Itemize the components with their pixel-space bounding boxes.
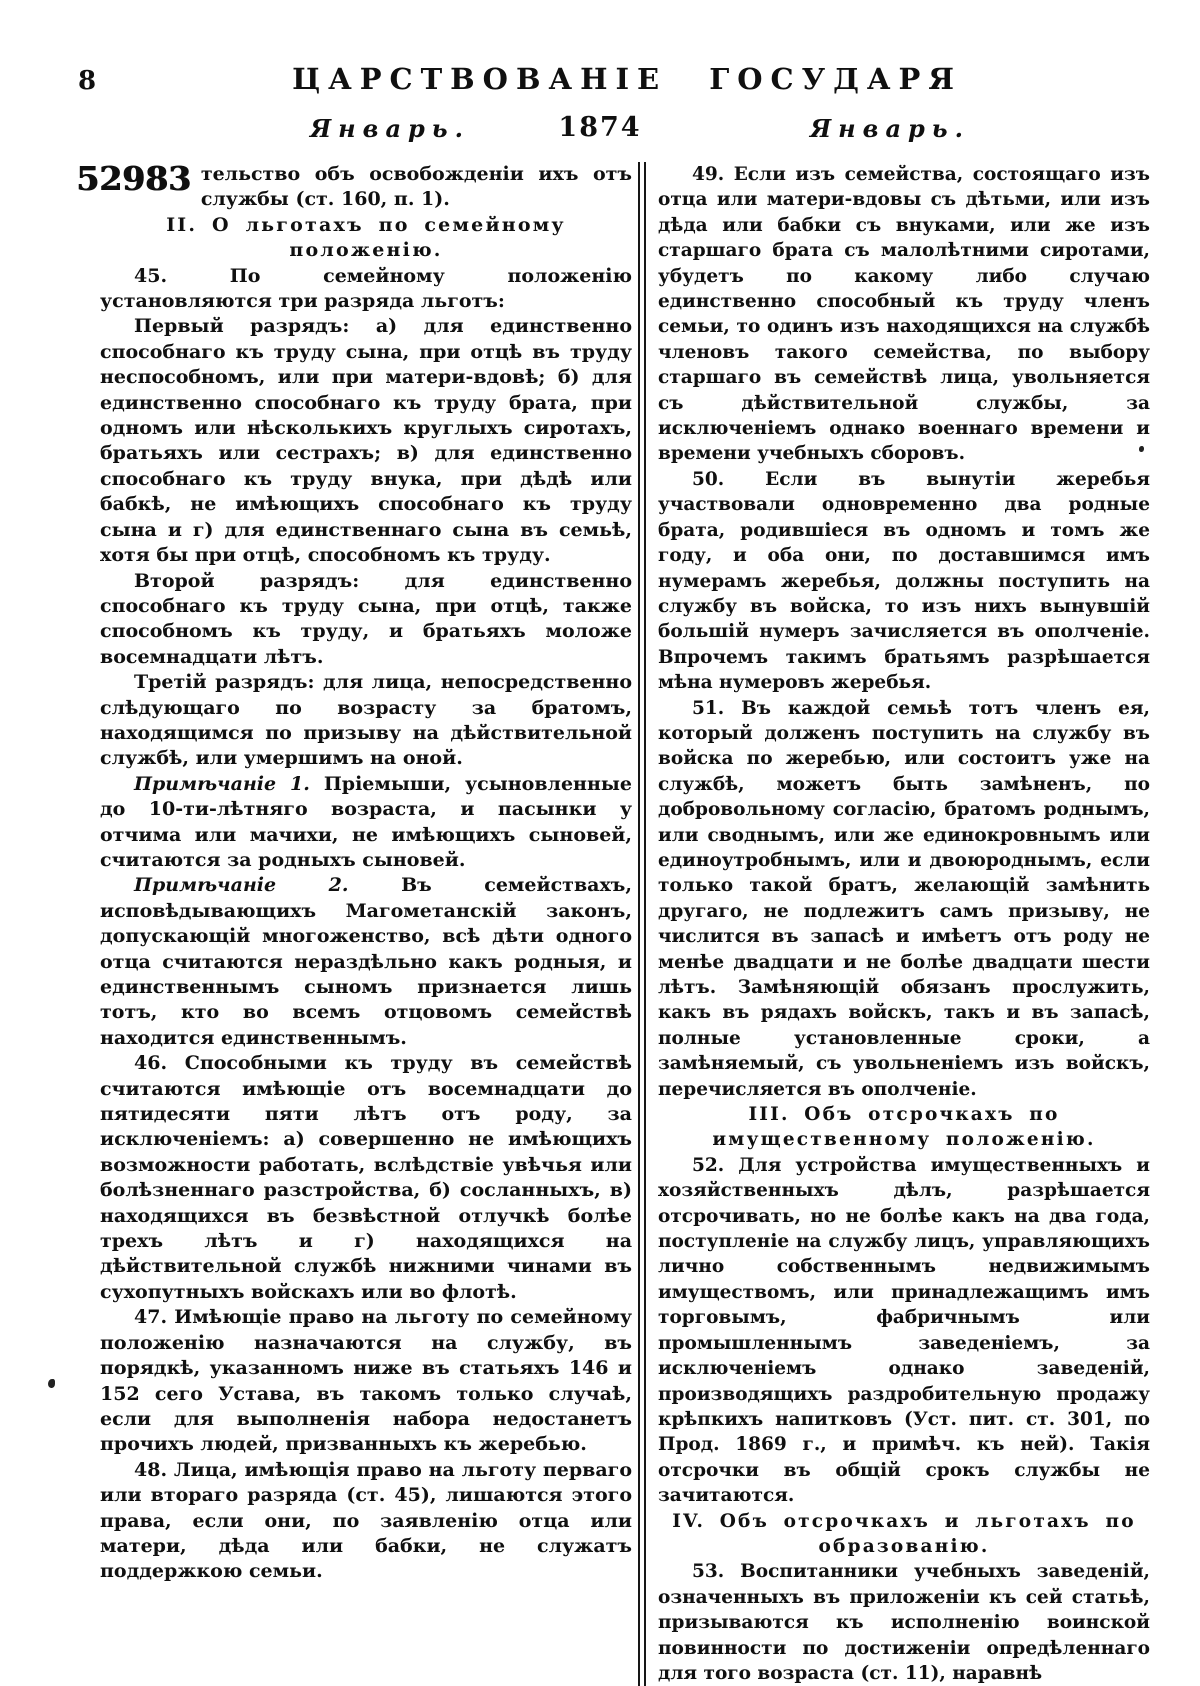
ink-speck [48, 1379, 55, 1388]
article-49: 49. Если изъ семейства, состоящаго изъ отца или матери-вдовы съ дѣтьми, или изъ дѣда или бабки съ внуками, или же изъ старшаго брата съ малолѣтними сиротами, убудетъ по какому либо случаю единственно способный къ труду членъ семьи, то одинъ изъ находящихся на службѣ членовъ такого семейства, по выбору старшаго въ семействѣ лица, увольняется съ дѣйствительной службы, за исключеніемъ однако военнаго времени и времени учебныхъ сборовъ. [658, 164, 1150, 465]
month-left-label: Январь. [310, 114, 470, 143]
month-right-label: Январь. [810, 114, 970, 143]
column-divider [638, 162, 646, 1686]
ink-speck [1139, 446, 1144, 452]
article-45-razryad-3: Третій разрядъ: для лица, непосредственно слѣдующаго по возрасту за братомъ, находящимся по призыву на дѣйствительной службѣ, или умершимъ на оной. [100, 671, 632, 770]
note-lead: Примѣчаніе 1. [134, 772, 324, 795]
article-51: 51. Въ каждой семьѣ тотъ членъ ея, который долженъ поступить на службу въ войска по жеребью, или состоитъ уже на службѣ, можетъ быть замѣненъ, по добровольному согласію, братомъ роднымъ, или своднымъ, или же единокровнымъ или единоутробнымъ, или и двоюроднымъ, если только такой братъ, желающій замѣнить другаго, не подлежитъ самъ призыву, не числится въ запасѣ и имѣетъ отъ роду не менѣе двадцати и не болѣе двадцати шести лѣтъ. Замѣняющій обязанъ прослужить, какъ въ рядахъ войскъ, такъ и въ запасѣ, полные установленные сроки, а замѣняемый, съ увольненіемъ изъ войскъ, перечисляется въ ополченіе. [658, 697, 1150, 1100]
article-46: 46. Способными къ труду въ семействѣ считаются имѣющіе отъ восемнадцати до пятидесяти пяти лѣтъ отъ роду, за исключеніемъ: а) совершенно не имѣющихъ возможности работать, вслѣдствіе увѣчья или болѣзненнаго разстройства, б) сосланныхъ, в) находящихся въ безвѣстной отлучкѣ болѣе трехъ лѣтъ и г) находящихся на дѣйствительной службѣ нижними чинами въ сухопутныхъ войскахъ или во флотѣ. [100, 1052, 632, 1303]
article-53: 53. Воспитанники учебныхъ заведеній, означенныхъ въ приложеніи къ сей статьѣ, призываются къ исполненію воинской повинности по достиженіи опредѣленнаго для того возраста (ст. 11), наравнѣ [658, 1561, 1150, 1684]
year-label: 1874 [558, 112, 642, 143]
article-47: 47. Имѣющіе право на льготу по семейному положенію назначаются на службу, въ порядкѣ, указанномъ ниже въ статьяхъ 146 и 152 сего Устава, въ такомъ только случаѣ, если для выполненія набора недостанетъ прочихъ людей, призванныхъ къ жеребью. [100, 1306, 632, 1456]
page-number: 8 [78, 66, 97, 96]
running-title: ЦАРСТВОВАНІЕ ГОСУДАРЯ [292, 62, 962, 96]
statute-number: 52983 [76, 159, 191, 198]
note-2: Примѣчаніе 2. Въ семействахъ, исповѣдывающихъ Магометанскій законъ, допускающій многоженство, всѣ дѣти одного отца считаются нераздѣльно какъ родныя, и единственнымъ сыномъ признается лишь тотъ, кто во всемъ отцовомъ семействѣ находится единственнымъ. [100, 874, 632, 1049]
text-body [76, 159, 1150, 1686]
continuation-paragraph: 52983 тельство объ освобожденіи ихъ отъ службы (ст. 160, п. 1). [76, 159, 632, 211]
article-45-razryad-2: Второй разрядъ: для единственно способнаго къ труду сына, при отцѣ, также способномъ къ труду, и братьяхъ моложе восемнадцати лѣтъ. [100, 569, 632, 668]
section-heading-4: IV. Объ отсрочкахъ и льготахъ по образованію. [672, 1510, 1136, 1557]
note-1: Примѣчаніе 1. Пріемыши, усыновленные до 10-ти-лѣтняго возраста, и пасынки у отчима или мачихи, не имѣющихъ сыновей, считаются за родныхъ сыновей. [100, 772, 632, 871]
section-heading-3: III. Объ отсрочкахъ по имущественному положенію. [712, 1104, 1096, 1151]
article-52: 52. Для устройства имущественныхъ и хозяйственныхъ дѣлъ, разрѣшается отсрочивать, но не болѣе какъ на два года, поступленіе на службу лицъ, управляющихъ лично собственнымъ недвижимымъ имуществомъ, или принадлежащимъ имъ торговымъ, фабричнымъ или промышленнымъ заведеніемъ, за исключеніемъ однако заведеній, производящихъ раздробительную продажу крѣпкихъ напитковъ (Уст. пит. ст. 301, по Прод. 1869 г., и примѣч. къ ней). Такія отсрочки въ общій срокъ службы не зачитаются. [658, 1154, 1150, 1507]
article-45-razryad-1: Первый разрядъ: а) для единственно способнаго къ труду сына, при отцѣ въ труду неспособномъ, или при матери-вдовѣ; б) для единственно способнаго къ труду брата, при одномъ или нѣсколькихъ круглыхъ сиротахъ, братьяхъ или сестрахъ; в) для единственно способнаго къ труду внука, при дѣдѣ или бабкѣ, не имѣющихъ способнаго къ труду сына и г) для единственнаго сына въ семьѣ, хотя бы при отцѣ, способномъ къ труду. [100, 315, 632, 567]
note-lead: Примѣчаніе 2. [134, 874, 402, 897]
article-48: 48. Лица, имѣющія право на льготу перваго или втораго разряда (ст. 45), лишаются этого права, если они, по заявленію отца или матери, дѣда или бабки, не служатъ поддержкою семьи. [100, 1458, 632, 1583]
right-column [658, 162, 1150, 1686]
article-45-intro: 45. По семейному положенію установляются три разряда льготъ: [100, 264, 632, 313]
left-column [76, 159, 632, 1686]
article-50: 50. Если въ вынутіи жеребья участвовали одновременно два родные брата, родившіеся въ одномъ и томъ же году, и оба они, по доставшимся имъ нумерамъ жеребья, должны поступить на службу въ войска, то изъ нихъ вынувшій большій нумеръ зачисляется въ ополченіе. Впрочемъ такимъ братьямъ разрѣшается мѣна нумеровъ жеребья. [658, 468, 1150, 694]
section-heading-2: II. О льготахъ по семейному положенію. [166, 213, 566, 262]
